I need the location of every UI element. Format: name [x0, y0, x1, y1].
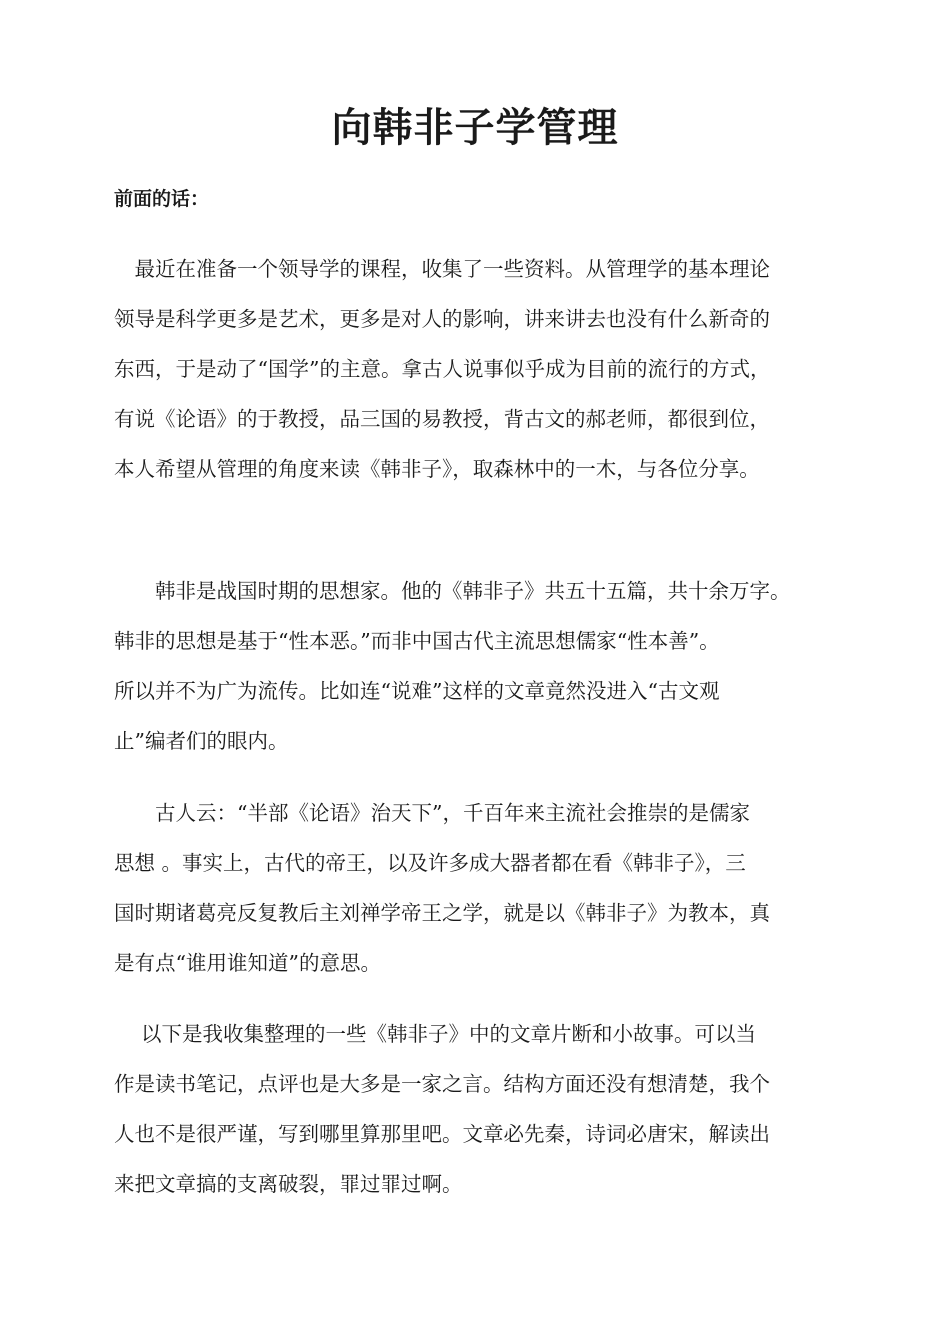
- text-line: 古人云：“半部《论语》治天下”，千百年来主流社会推崇的是儒家: [114, 801, 750, 825]
- text-line: 东西，于是动了“国学”的主意。拿古人说事似乎成为目前的流行的方式，: [114, 357, 771, 381]
- preface-heading: 前面的话：: [114, 188, 210, 210]
- text-line: 以下是我收集整理的一些《韩非子》中的文章片断和小故事。可以当: [114, 1022, 757, 1046]
- text-line: 是有点“谁用谁知道”的意思。: [114, 951, 381, 975]
- text-line: 韩非是战国时期的思想家。他的《韩非子》共五十五篇，共十余万字。: [114, 579, 791, 603]
- text-line: 国时期诸葛亮反复教后主刘禅学帝王之学，就是以《韩非子》为教本，真: [114, 901, 770, 925]
- text-line: 最近在准备一个领导学的课程，收集了一些资料。从管理学的基本理论: [114, 257, 770, 281]
- paragraph-notes: [114, 1009, 844, 1209]
- text-line: 人也不是很严谨，写到哪里算那里吧。文章必先秦，诗词必唐宋，解读出: [114, 1122, 770, 1146]
- text-line: 思想 。事实上，古代的帝王，以及许多成大器者都在看《韩非子》，三: [114, 851, 746, 875]
- paragraph-intro: [114, 244, 844, 494]
- text-line: 止”编者们的眼内。: [114, 729, 289, 753]
- page-title: 向韩非子学管理: [331, 105, 619, 151]
- text-line: 韩非的思想是基于“性本恶。”而非中国古代主流思想儒家“性本善”。: [114, 629, 720, 653]
- text-line: 本人希望从管理的角度来读《韩非子》，取森林中的一木，与各位分享。: [114, 457, 760, 481]
- text-line: 所以并不为广为流传。比如连“说难”这样的文章竟然没进入“古文观: [114, 679, 720, 703]
- text-line: 作是读书笔记，点评也是大多是一家之言。结构方面还没有想清楚，我个: [114, 1072, 770, 1096]
- text-line: 来把文章搞的支离破裂，罪过罪过啊。: [114, 1172, 463, 1196]
- text-line: 领导是科学更多是艺术，更多是对人的影响，讲来讲去也没有什么新奇的: [114, 307, 770, 331]
- paragraph-ancients: [114, 788, 844, 988]
- paragraph-hanfei: [114, 566, 844, 766]
- text-line: 有说《论语》的于教授，品三国的易教授，背古文的郝老师，都很到位，: [114, 407, 770, 431]
